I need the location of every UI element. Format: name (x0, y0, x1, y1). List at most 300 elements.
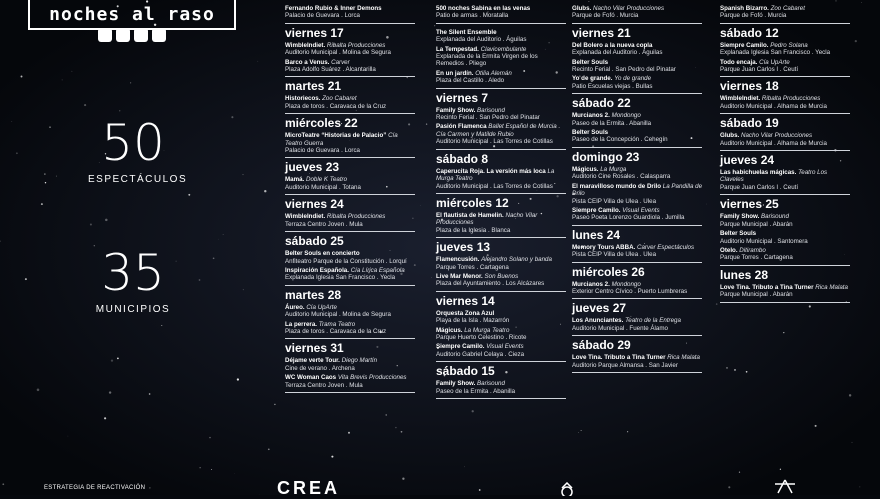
day-block (436, 150, 566, 194)
day-block (285, 195, 415, 232)
event-company: Nacho Vilar Producciones (436, 212, 537, 226)
event-place: Auditorio Municipal . Fuente Álamo (572, 325, 668, 332)
event-title: Love Tina. Tributo a Tina Turner (572, 354, 666, 361)
day-block (436, 24, 566, 89)
divider (285, 392, 415, 393)
event-place: Parque de Fofó . Murcia (572, 12, 638, 19)
divider (436, 398, 566, 399)
event-company: Ballet Español de Murcia . Cía Carmen y Matilde Rubio (436, 123, 560, 137)
day-block (720, 77, 850, 114)
event-title: Belter Souls (720, 230, 756, 237)
star (21, 76, 23, 78)
event-entry (436, 5, 566, 20)
event-entry (572, 59, 702, 74)
event-company: Barisound (477, 380, 505, 387)
star (472, 410, 474, 412)
day-heading: jueves 27 (572, 302, 702, 315)
event-title: Mamá. (285, 176, 304, 183)
event-company: Otilia Alemán (475, 70, 512, 77)
star (401, 431, 403, 433)
star (268, 448, 270, 450)
event-entry (572, 5, 702, 20)
day-heading: sábado 12 (720, 27, 850, 40)
event-title: Glubs. (720, 132, 739, 139)
event-title: Déjame verte Tour. (285, 357, 340, 364)
event-place: Explanada Iglesia San Francisco . Yecla (285, 274, 395, 281)
event-title: MicroTeatre “Historias de Palacio” (285, 132, 386, 139)
event-company: Alejandro Solano y banda (481, 256, 552, 263)
event-title: Siempre Camilo. (720, 42, 769, 49)
star (257, 61, 258, 62)
event-company: Clavicembulante (481, 46, 527, 53)
event-company: Teatro Los Claveles (720, 169, 827, 183)
day-block (572, 336, 702, 373)
event-entry (720, 95, 850, 110)
star (37, 389, 40, 392)
event-entry (720, 284, 850, 299)
event-place: Explanada de la Ermita Virgen de los Remedios . Pliego (436, 53, 538, 67)
event-entry (285, 95, 415, 110)
event-title: Siempre Camilo. (572, 207, 621, 214)
event-title: Los Anunciantes. (572, 317, 623, 324)
star (25, 278, 27, 280)
day-heading: jueves 13 (436, 241, 566, 254)
day-heading: viernes 24 (285, 198, 415, 211)
event-place: Parque de Fofó . Murcia (720, 12, 786, 19)
event-place: Patio de armas . Moratalla (436, 12, 508, 19)
star (111, 359, 113, 361)
event-company: Cía UpArte (306, 304, 337, 311)
day-block (285, 114, 415, 158)
event-place: Anfiteatro Parque de la Constitución . Lorquí (285, 258, 407, 265)
star (62, 80, 63, 81)
event-company: Diego Martín (342, 357, 377, 364)
star (218, 239, 219, 240)
star (68, 436, 69, 437)
event-company: Visual Events (622, 207, 659, 214)
star (780, 469, 781, 470)
event-title: La Tempestad. (436, 46, 479, 53)
star (331, 456, 333, 458)
event-title: El flautista de Hamelin. (436, 212, 504, 219)
divider (572, 372, 702, 373)
event-entry (572, 129, 702, 144)
event-entry (436, 70, 566, 85)
star (90, 223, 92, 225)
event-company: La Murga Teatro (436, 168, 554, 182)
event-place: Explanada del Auditorio . Águilas (572, 49, 662, 56)
event-place: Plaza de toros . Caravaca de la Cruz (285, 103, 386, 110)
star (348, 432, 350, 434)
day-block (285, 339, 415, 393)
event-entry (436, 327, 566, 342)
event-entry (285, 132, 415, 154)
day-block (572, 226, 702, 263)
event-title: Caperucita Roja. La versión más loca (436, 168, 546, 175)
day-block (285, 24, 415, 78)
star (56, 176, 57, 177)
event-entry (436, 212, 566, 234)
day-heading: lunes 24 (572, 229, 702, 242)
day-block (285, 0, 415, 24)
footer-strategy-text: ESTRATEGIA DE REACTIVACIÓN (44, 485, 145, 491)
schedule-column (285, 0, 415, 393)
figure-logo-icon (772, 478, 798, 495)
star (716, 303, 718, 305)
event-title: Spanish Bizarro. (720, 5, 769, 12)
event-entry (572, 42, 702, 57)
event-company: Nacho Vilar Producciones (741, 132, 812, 139)
star (464, 467, 465, 468)
event-entry (572, 317, 702, 332)
day-block (436, 89, 566, 150)
event-title: The Silent Ensemble (436, 29, 497, 36)
event-entry (436, 29, 566, 44)
event-company: Pedro Solana (770, 42, 808, 49)
event-place: Palacio de Guevara . Lorca (285, 12, 360, 19)
event-place: Explanada del Auditorio . Águilas (436, 36, 526, 43)
event-entry (572, 166, 702, 181)
event-company: Carver Espectáculos (637, 244, 694, 251)
day-block (720, 114, 850, 151)
star (104, 417, 106, 419)
event-title: Las habichuelas mágicas. (720, 169, 796, 176)
star (386, 414, 387, 415)
divider (720, 302, 850, 303)
event-title: Orquesta Zona Azul (436, 310, 494, 317)
day-heading: sábado 15 (436, 365, 566, 378)
star (117, 358, 119, 360)
star (130, 82, 131, 83)
day-block (572, 24, 702, 94)
event-entry (436, 168, 566, 190)
event-place: Exterior Centro Cívico . Puerto Lumbreras (572, 288, 687, 295)
event-place: Pista CEIP Villa de Ulea . Ulea (572, 198, 656, 205)
event-company: Rica Malata (815, 284, 848, 291)
day-heading: viernes 31 (285, 342, 415, 355)
schedule-column (572, 0, 702, 373)
event-place: Parque Torres . Cartagena (720, 254, 793, 261)
event-title: Belter Souls (572, 129, 608, 136)
event-title: Belter Souls en concierto (285, 250, 360, 257)
event-title: Glubs. (572, 5, 591, 12)
stat-shows-number: 50 (88, 118, 178, 168)
event-title: Fernando Rubio & Inner Demons (285, 5, 382, 12)
star (72, 71, 73, 72)
star (209, 437, 210, 438)
star (859, 486, 860, 487)
event-place: Auditorio Municipal . Molina de Segura (285, 49, 391, 56)
event-company: Nacho Vilar Producciones (593, 5, 664, 12)
star (231, 116, 233, 118)
event-place: Paseo Poeta Lorenzo Guardiola . Jumilla (572, 214, 684, 221)
day-block (572, 148, 702, 226)
schedule-column (720, 0, 850, 303)
event-entry (285, 304, 415, 319)
event-title: WimbleIndiet. (285, 42, 325, 49)
event-place: Plaza del Ayuntamiento . Los Alcázares (436, 280, 544, 287)
star (264, 190, 266, 192)
event-company: Cía Teatro Guerra (285, 132, 398, 146)
event-entry (572, 112, 702, 127)
event-entry (436, 273, 566, 288)
event-place: Auditorio Municipal . Las Torres de Cotillas (436, 183, 553, 190)
event-entry (436, 343, 566, 358)
day-heading: sábado 19 (720, 117, 850, 130)
day-heading: sábado 25 (285, 235, 415, 248)
event-title: WC Woman Caos (285, 374, 336, 381)
day-block (436, 362, 566, 399)
event-title: Mágicus. (572, 166, 598, 173)
day-block (720, 24, 850, 78)
event-entry (285, 321, 415, 336)
day-heading: viernes 14 (436, 295, 566, 308)
event-title: Live Mar Menor. (436, 273, 483, 280)
event-entry (285, 357, 415, 372)
star (706, 204, 707, 205)
event-entry (436, 123, 566, 145)
star (211, 469, 212, 470)
event-entry (720, 132, 850, 147)
star (119, 110, 120, 111)
event-title: El maravilloso mundo de Drilo (572, 183, 661, 190)
event-title: Family Show. (720, 213, 759, 220)
star (783, 332, 784, 333)
event-place: Parque Juan Carlos I . Ceutí (720, 184, 798, 191)
event-company: Ribalta Producciones (327, 213, 385, 220)
event-title: Belter Souls (572, 59, 608, 66)
event-company: La Murga (600, 166, 626, 173)
event-entry (572, 75, 702, 90)
event-entry (285, 42, 415, 57)
day-heading: sábado 8 (436, 153, 566, 166)
event-title: Siempre Camilo. (436, 343, 485, 350)
event-entry (720, 5, 850, 20)
day-heading: viernes 17 (285, 27, 415, 40)
event-company: Son Buenos (485, 273, 519, 280)
star (84, 104, 86, 106)
event-place: Recinto Ferial . San Pedro del Pinatar (572, 66, 676, 73)
event-company: Vita Brevis Producciones (338, 374, 407, 381)
day-block (285, 158, 415, 195)
crown-logo-icon (555, 482, 579, 496)
event-title: WimbleIndiet. (720, 95, 760, 102)
event-place: Auditorio Cine Rosales . Calasparra (572, 173, 670, 180)
event-entry (572, 354, 702, 369)
stat-shows (88, 118, 178, 185)
star (809, 305, 811, 307)
day-block (720, 195, 850, 265)
event-company: Trama Teatro (319, 321, 355, 328)
star (431, 277, 432, 278)
event-title: Historiecos. (285, 95, 320, 102)
event-place: Playa de la Isla . Mazarrón (436, 317, 509, 324)
event-entry (436, 46, 566, 68)
star (815, 425, 817, 427)
stat-towns-number: 35 (88, 248, 178, 298)
event-entry (720, 230, 850, 245)
event-entry (285, 5, 415, 20)
day-heading: martes 21 (285, 80, 415, 93)
stat-towns-label: MUNICIPIOS (88, 304, 178, 315)
event-company: Carver (331, 59, 350, 66)
star (49, 126, 51, 128)
star (402, 478, 404, 480)
event-place: Auditorio Municipal . Alhama de Murcia (720, 103, 827, 110)
day-heading: miércoles 22 (285, 117, 415, 130)
event-title: Flamencusión. (436, 256, 479, 263)
star (94, 245, 95, 246)
star (746, 371, 748, 373)
star (213, 257, 215, 259)
day-block (720, 266, 850, 303)
event-company: Visual Events (486, 343, 523, 350)
star (426, 123, 427, 124)
day-heading: miércoles 12 (436, 197, 566, 210)
event-company: Ditirambo (739, 247, 765, 254)
event-place: Patio Escuelas viejas . Bullas (572, 83, 652, 90)
event-title: Mágicus. (436, 327, 462, 334)
event-place: Terraza Centro Joven . Mula (285, 382, 363, 389)
event-title: Del Bolero a la nueva copla (572, 42, 652, 49)
star (45, 182, 46, 183)
event-place: Parque Huerto Celestino . Ricote (436, 334, 526, 341)
event-entry (720, 213, 850, 228)
star (734, 369, 736, 371)
event-place: Palacio de Guevara . Lorca (285, 147, 360, 154)
star (109, 391, 111, 393)
event-place: Plaza de toros . Caravaca de la Cruz (285, 328, 386, 335)
star (149, 487, 150, 488)
event-place: Paseo de la Ermita . Abanilla (572, 120, 651, 127)
star (149, 393, 151, 395)
event-entry (572, 244, 702, 259)
logo-text: noches al raso (28, 4, 236, 25)
star (199, 279, 201, 281)
event-company: Yo de grande (614, 75, 651, 82)
event-entry (285, 176, 415, 191)
star (861, 2, 862, 3)
event-entry (720, 247, 850, 262)
event-place: Pista CEIP Villa de Ulea . Ulea (572, 251, 656, 258)
event-company: Cía Lírica Española (351, 267, 405, 274)
star (627, 431, 628, 432)
star (578, 432, 579, 433)
event-entry (436, 256, 566, 271)
day-block (572, 0, 702, 24)
event-place: Plaza de la Iglesia . Blanca (436, 227, 510, 234)
event-entry (572, 183, 702, 205)
star (726, 367, 728, 369)
event-title: Murcianos 2. (572, 281, 610, 288)
day-block (720, 151, 850, 195)
event-place: Terraza Centro Joven . Mula (285, 221, 363, 228)
event-company: Cía UpArte (759, 59, 790, 66)
day-heading: martes 28 (285, 289, 415, 302)
event-company: La Murga Teatro (464, 327, 509, 334)
day-heading: domingo 23 (572, 151, 702, 164)
day-heading: jueves 23 (285, 161, 415, 174)
event-entry (720, 59, 850, 74)
star (479, 489, 481, 491)
star (237, 378, 239, 380)
event-place: Parque Municipal . Abarán (720, 291, 793, 298)
day-heading: sábado 22 (572, 97, 702, 110)
event-place: Explanada Iglesia San Francisco . Yecla (720, 49, 830, 56)
day-block (572, 263, 702, 300)
day-block (436, 292, 566, 362)
event-company: Barisound (477, 107, 505, 114)
event-place: Parque Juan Carlos I . Ceutí (720, 66, 798, 73)
day-block (436, 0, 566, 24)
star (395, 427, 396, 428)
event-company: Mondongo (612, 281, 641, 288)
event-company: Zoo Cabaret (322, 95, 356, 102)
event-title: En un jardín. (436, 70, 473, 77)
event-title: Otelo. (720, 247, 738, 254)
event-title: Yo de grande. (572, 75, 612, 82)
event-title: Family Show. (436, 380, 475, 387)
day-block (436, 238, 566, 292)
event-company: Ribalta Producciones (327, 42, 385, 49)
event-entry (285, 267, 415, 282)
star (161, 325, 162, 326)
event-company: Mondongo (612, 112, 641, 119)
event-entry (572, 281, 702, 296)
event-entry (285, 250, 415, 265)
star (105, 219, 108, 222)
event-entry (720, 169, 850, 191)
event-company: La Pandilla de Drilo (572, 183, 702, 197)
star (188, 194, 190, 196)
noches-al-raso-logo (28, 0, 238, 50)
event-company: Ribalta Producciones (762, 95, 820, 102)
event-entry (436, 380, 566, 395)
event-entry (285, 59, 415, 74)
day-heading: viernes 21 (572, 27, 702, 40)
event-place: Plaza Adolfo Suárez . Alcantarilla (285, 66, 376, 73)
day-block (436, 194, 566, 238)
event-place: Auditorio Parque Almansa . San Javier (572, 362, 678, 369)
star (44, 174, 45, 175)
star (274, 404, 275, 405)
event-title: Áureo. (285, 304, 305, 311)
schedule-column (436, 0, 566, 399)
event-title: Inspiración Española. (285, 267, 349, 274)
event-title: 500 noches Sabina en las venas (436, 5, 530, 12)
star (11, 121, 12, 122)
event-place: Auditorio Municipal . Molina de Segura (285, 311, 391, 318)
star (242, 174, 243, 175)
event-company: Teatro de la Entrega (625, 317, 681, 324)
event-place: Recinto Ferial . San Pedro del Pinatar (436, 114, 540, 121)
event-title: Love Tina. Tributo a Tina Turner (720, 284, 814, 291)
star (223, 234, 224, 235)
day-block (572, 299, 702, 336)
event-place: Paseo de la Concepción . Cehegín (572, 136, 668, 143)
event-title: Pasión Flamenca (436, 123, 487, 130)
event-company: Doble K Teatro (306, 176, 347, 183)
star (849, 394, 851, 396)
day-block (720, 0, 850, 24)
event-title: Memory Tours ABBA. (572, 244, 635, 251)
stat-towns (88, 248, 178, 315)
day-heading: viernes 18 (720, 80, 850, 93)
event-title: La perrera. (285, 321, 317, 328)
star (2, 483, 4, 485)
event-company: Zoo Cabaret (771, 5, 805, 12)
event-place: Cine de verano . Archena (285, 365, 355, 372)
